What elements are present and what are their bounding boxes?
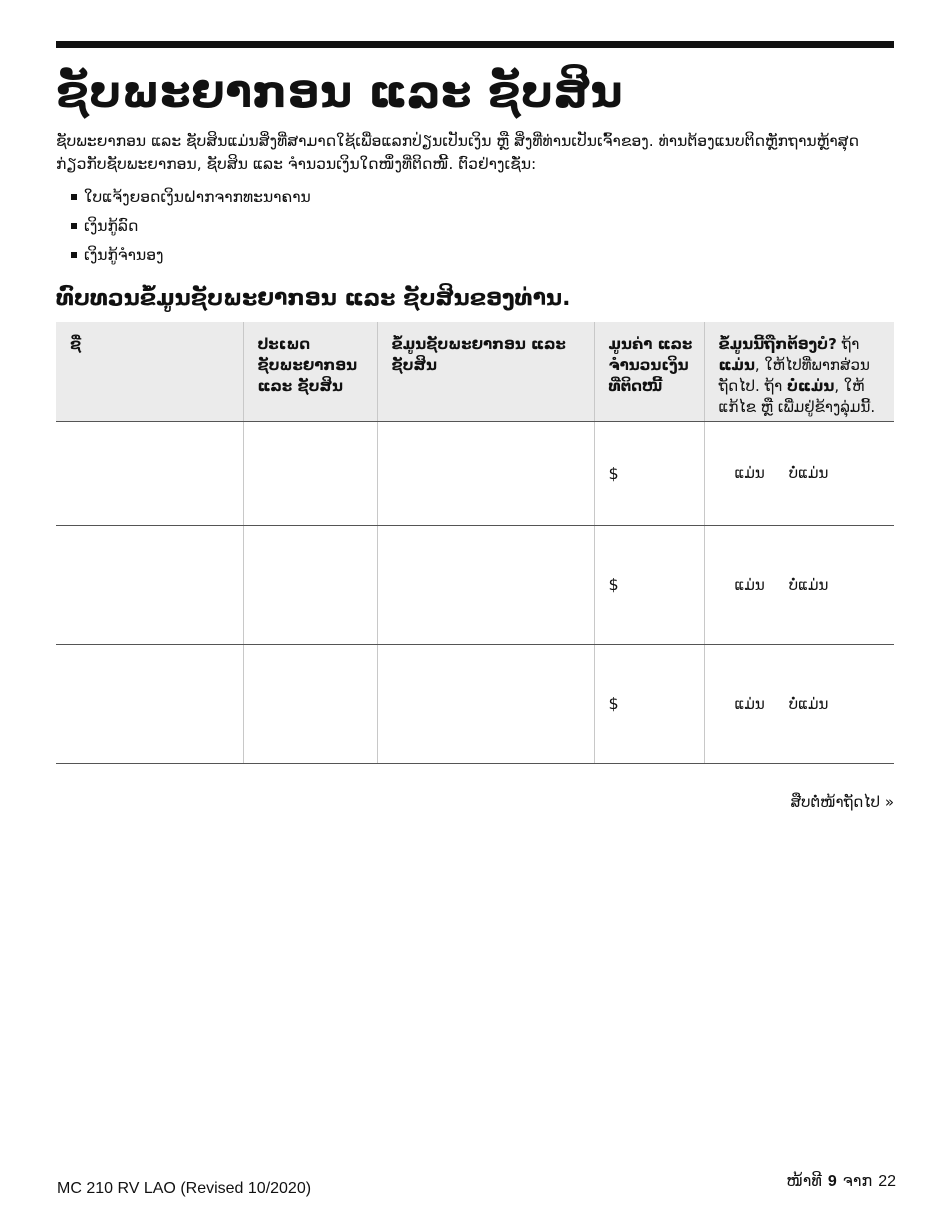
cell-type[interactable] [243,644,377,763]
header-value: ມູນຄ່າ ແລະ ຈຳນວນເງິນທີ່ຕິດໜີ້ [594,322,704,421]
assets-table [56,322,894,764]
page-label: ໜ້າທີ [786,1173,822,1190]
table-row [56,644,894,763]
page-total: 22 [878,1173,896,1190]
yes-no-choice [719,576,885,594]
list-item: ເງິນກູ້ລົດ [56,215,311,244]
option-no[interactable]: ບໍ່ແມ່ນ [788,464,829,482]
yes-no-choice [719,464,885,482]
cell-check [704,644,894,763]
table-row [56,525,894,644]
cell-info[interactable] [377,644,594,763]
header-check-text-3: , ໃຫ້ແກ້ໄຂ ຫຼື ເພີ່ມຢູ່ຂ້າງລຸ່ມນີ້. [718,377,876,416]
page-title: ຊັບພະຍາກອນ ແລະ ຊັບສິນ [56,67,623,118]
currency-symbol: $ [608,463,619,483]
top-rule [56,41,894,48]
cell-value[interactable] [594,644,704,763]
header-check-text-2: , ໃຫ້ໄປທີ່ພາກສ່ວນຖັດໄປ. ຖ້າ [718,356,870,395]
section-heading: ທົບທວນຂໍ້ມູນຊັບພະຍາກອນ ແລະ ຊັບສິນຂອງທ່ານ. [56,286,571,311]
cell-info[interactable] [377,421,594,525]
cell-name[interactable] [56,421,243,525]
cell-check [704,421,894,525]
page-number [786,1170,896,1194]
option-yes[interactable]: ແມ່ນ [734,464,765,482]
option-yes[interactable]: ແມ່ນ [734,575,765,594]
intro-paragraph: ຊັບພະຍາກອນ ແລະ ຊັບສິນແມ່ນສິ່ງທີ່ສາມາດໃຊ້ເພື່ອແລກປ່ຽນເປັນເງິນ ຫຼື ສິ່ງທີ່ທ່ານເປັນເຈົ້າຂອງ. ທ່ານຕ້ອງແນບຕິດຫຼັກຖານຫຼ້າສຸດກ່ຽວກັບຊັບພະຍາກອນ, ຊັບສິນ ແລະ ຈຳນວນເງິນໃດໜຶ່ງທີ່ຕິດໜີ້. ຕົວຢ່າງເຊັ່ນ: [56,132,859,173]
cell-value[interactable] [594,421,704,525]
cell-check [704,525,894,644]
table-row [56,421,894,525]
bullet-icon [71,194,77,200]
examples-list [56,186,311,273]
cell-value[interactable] [594,525,704,644]
option-no[interactable]: ບໍ່ແມ່ນ [788,575,829,594]
bullet-icon [71,223,77,229]
header-name: ຊື່ [56,322,243,421]
header-type: ປະເພດ ຊັບພະຍາກອນ ແລະ ຊັບສິນ [243,322,377,421]
bullet-icon [71,252,77,258]
option-yes[interactable]: ແມ່ນ [734,694,765,713]
cell-info[interactable] [377,525,594,644]
cell-name[interactable] [56,644,243,763]
cell-type[interactable] [243,421,377,525]
page-of: ຈາກ [842,1173,873,1190]
cell-type[interactable] [243,525,377,644]
header-check-yes: ແມ່ນ [718,356,755,374]
currency-symbol: $ [608,694,619,713]
form-id: MC 210 RV LAO (Revised 10/2020) [57,1180,312,1197]
header-check-no: ບໍ່ແມ່ນ [787,377,835,395]
option-no[interactable]: ບໍ່ແມ່ນ [788,694,829,713]
header-check [704,322,894,421]
list-item: ເງິນກູ້ຈຳນອງ [56,244,311,273]
cell-name[interactable] [56,525,243,644]
table-header-row [56,322,894,421]
list-item: ໃບແຈ້ງຍອດເງິນຝາກຈາກທະນາຄານ [56,186,311,215]
yes-no-choice [719,695,885,713]
page-current: 9 [827,1173,837,1190]
header-info: ຂໍ້ມູນຊັບພະຍາກອນ ແລະ ຊັບສິນ [377,322,594,421]
header-check-question: ຂໍ້ມູນນີ້ຖືກຕ້ອງບໍ? [718,335,837,353]
continue-next-page: ສືບຕໍ່ໜ້າຖັດໄປ » [790,793,894,811]
currency-symbol: $ [608,575,619,594]
header-check-text-1: ຖ້າ [836,335,860,353]
